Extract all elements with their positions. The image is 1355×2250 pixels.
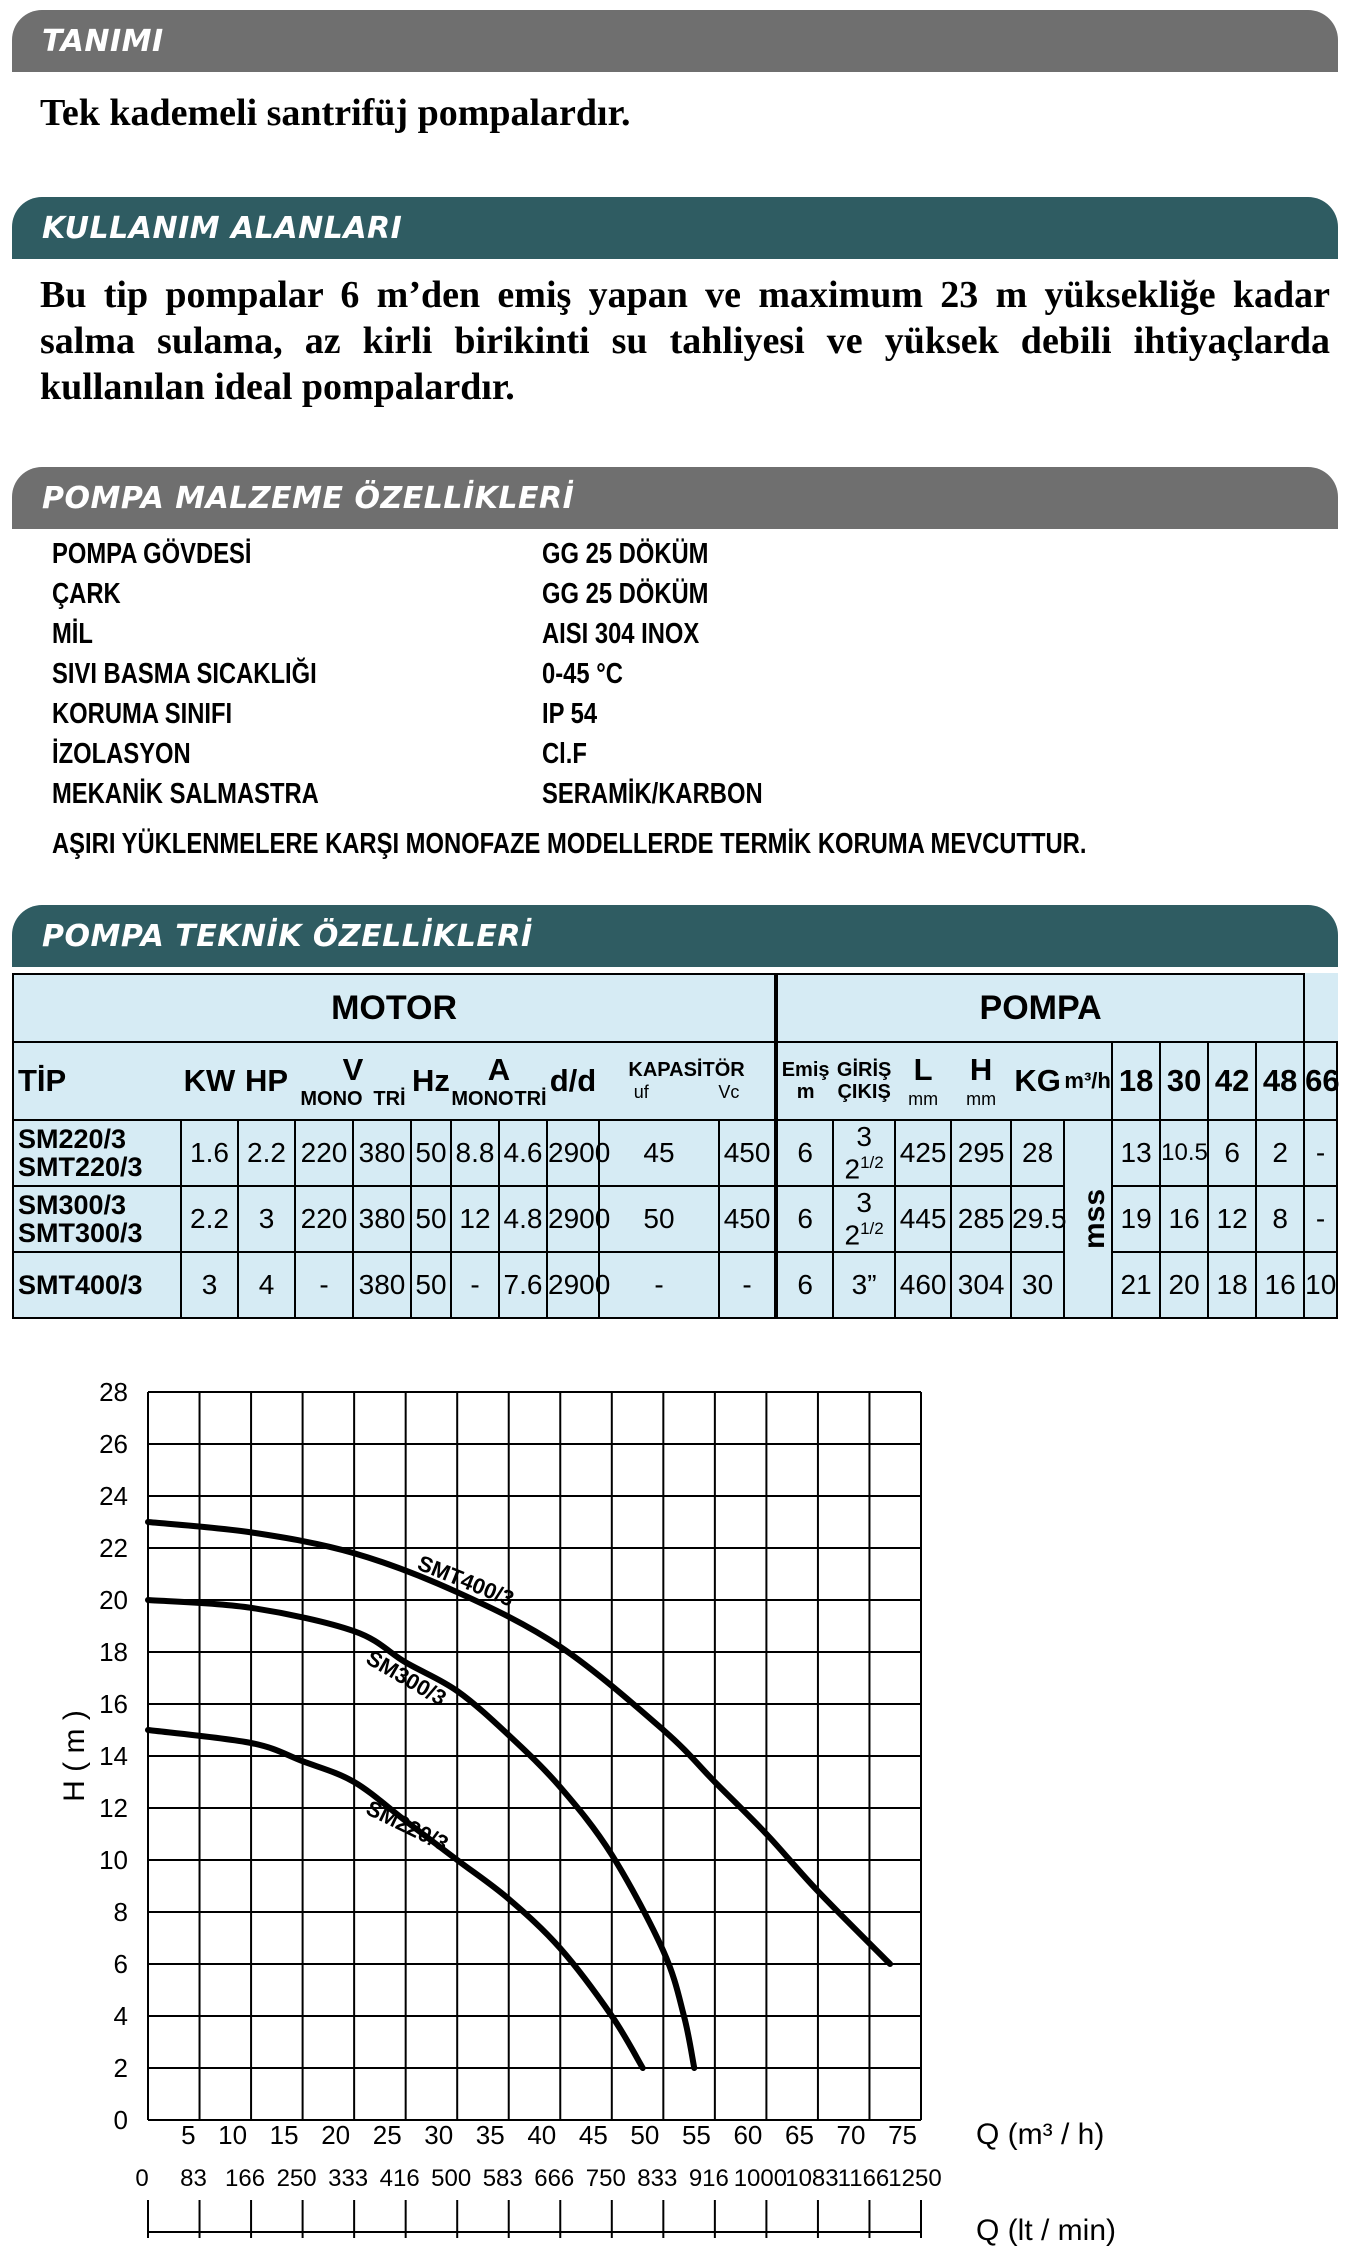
h-cell: 304	[951, 1252, 1011, 1318]
x-tick-label-m3h: 55	[681, 2120, 711, 2150]
group-motor: MOTOR	[13, 974, 776, 1042]
vtri-cell: 380	[353, 1252, 411, 1318]
col-kg: KG	[1011, 1042, 1064, 1120]
head-cell: 13	[1112, 1120, 1160, 1186]
y-tick-label: 2	[113, 2053, 128, 2083]
mono-label: MONO	[451, 1088, 514, 1110]
flow-col: 66	[1304, 1042, 1337, 1120]
section-header-kullanim	[12, 197, 1338, 259]
kw-cell: 1.6	[181, 1120, 238, 1186]
x-tick-label-lt: 1166	[837, 2165, 890, 2192]
section-title: TANIMI	[42, 24, 164, 59]
y-tick-label: 14	[99, 1741, 128, 1771]
kw-cell: 3	[181, 1252, 238, 1318]
flow-col: 42	[1208, 1042, 1256, 1120]
x-tick-label-lt: 750	[585, 2165, 626, 2192]
head-cell: 10	[1304, 1252, 1337, 1318]
head-cell: 16	[1256, 1252, 1304, 1318]
cikis-value: 2	[844, 1219, 861, 1251]
h-cell: 295	[951, 1120, 1011, 1186]
group-pompa: POMPA	[776, 974, 1304, 1042]
model-name: SMT300/3	[18, 1218, 143, 1248]
amono-cell: 12	[451, 1186, 499, 1252]
table-row	[13, 1252, 1337, 1318]
x-tick-label-m3h: 15	[269, 2120, 299, 2150]
x-tick-label-lt: 333	[328, 2165, 369, 2192]
cikis-label: ÇIKIŞ	[837, 1081, 891, 1103]
emis-cell: 6	[776, 1120, 833, 1186]
flow-col: 18	[1112, 1042, 1160, 1120]
flow-col: 48	[1256, 1042, 1304, 1120]
y-tick-label: 4	[113, 2001, 128, 2031]
x-tick-label-m3h: 10	[218, 2120, 248, 2150]
material-value: 0-45 °C	[542, 658, 623, 690]
performance-chart	[0, 1350, 1355, 2250]
giris-cikis-cell	[833, 1120, 895, 1186]
x-tick-label-m3h: 40	[527, 2120, 557, 2150]
vc-cell: 450	[719, 1120, 776, 1186]
material-value: GG 25 DÖKÜM	[542, 578, 709, 610]
y-tick-label: 26	[99, 1429, 128, 1459]
col-l	[895, 1042, 951, 1120]
cikis-fraction: 1/2	[860, 1218, 884, 1238]
x-tick-label-m3h: 60	[733, 2120, 763, 2150]
v-label: V	[342, 1052, 364, 1087]
material-value: SERAMİK/KARBON	[542, 778, 763, 810]
section-title: KULLANIM ALANLARI	[42, 211, 403, 246]
y-tick-label: 22	[99, 1533, 128, 1563]
tri-label: TRİ	[373, 1088, 406, 1110]
x-tick-label-lt: 1250	[888, 2165, 942, 2192]
uf-label: uf	[633, 1082, 649, 1102]
head-cell: 8	[1256, 1186, 1304, 1252]
h-label: H	[969, 1052, 993, 1087]
tanimi-text: Tek kademeli santrifüj pompalardır.	[40, 92, 631, 134]
col-emis	[776, 1042, 833, 1120]
hp-cell: 3	[238, 1186, 295, 1252]
model-name: SM220/3	[18, 1124, 127, 1154]
y-tick-label: 8	[113, 1897, 128, 1927]
hz-cell: 50	[411, 1252, 451, 1318]
x-tick-label-m3h: 35	[475, 2120, 505, 2150]
x-tick-label-m3h: 25	[372, 2120, 402, 2150]
series-label: SM220/3	[362, 1795, 453, 1857]
uf-cell: 50	[599, 1186, 719, 1252]
material-value: GG 25 DÖKÜM	[542, 538, 709, 570]
vmono-cell: -	[295, 1252, 353, 1318]
uf-cell: -	[599, 1252, 719, 1318]
x-tick-label-lt: 500	[431, 2165, 472, 2192]
col-giris	[833, 1042, 895, 1120]
material-label: POMPA GÖVDESİ	[52, 538, 252, 570]
kullanim-line: Bu tip pompalar 6 m’den emiş yapan ve maximum 23 m yüksekliğe kadar	[40, 274, 1330, 316]
x-tick-label-m3h: 50	[630, 2120, 660, 2150]
series-line	[148, 1730, 643, 2068]
x-tick-label-lt: 166	[225, 2165, 266, 2192]
h-cell: 285	[951, 1186, 1011, 1252]
uf-cell: 45	[599, 1120, 719, 1186]
kg-cell: 29.5	[1011, 1186, 1064, 1252]
emis-cell: 6	[776, 1252, 833, 1318]
giris-value: 3	[856, 1120, 872, 1152]
x-tick-label-lt: 916	[688, 2165, 729, 2192]
x-tick-label-m3h: 70	[836, 2120, 866, 2150]
x-tick-label-m3h: 5	[181, 2120, 196, 2150]
material-value: IP 54	[542, 698, 598, 730]
head-cell: 12	[1208, 1186, 1256, 1252]
y-tick-label: 16	[99, 1689, 128, 1719]
vc-cell: -	[719, 1252, 776, 1318]
col-dd: d/d	[547, 1042, 599, 1120]
vtri-cell: 380	[353, 1186, 411, 1252]
x-tick-label-lt: 666	[534, 2165, 575, 2192]
tri-label: TRİ	[514, 1088, 547, 1110]
flow-col: 30	[1160, 1042, 1208, 1120]
vc-label: Vc	[718, 1082, 740, 1102]
a-label: A	[487, 1052, 511, 1087]
giris-cikis-cell	[833, 1186, 895, 1252]
kw-cell: 2.2	[181, 1186, 238, 1252]
x-tick-label-lt: 83	[180, 2165, 207, 2192]
x-tick-label-lt: 0	[135, 2165, 149, 2192]
x-tick-label-lt: 250	[276, 2165, 317, 2192]
l-unit: mm	[908, 1089, 939, 1109]
y-tick-label: 28	[99, 1377, 128, 1407]
material-label: KORUMA SINIFI	[52, 698, 233, 730]
kullanim-line: salma sulama, az kirli birikinti su tahliyesi ve yüksek debili ihtiyaçlarda	[40, 320, 1330, 362]
kg-cell: 30	[1011, 1252, 1064, 1318]
giris-label: GİRİŞ	[836, 1059, 892, 1081]
y-tick-label: 12	[99, 1793, 128, 1823]
section-header-malzeme	[12, 467, 1338, 529]
material-label: SIVI BASMA SICAKLIĞI	[52, 658, 317, 690]
model-name: SM300/3	[18, 1190, 127, 1220]
col-tip: TİP	[13, 1042, 181, 1120]
atri-cell: 7.6	[499, 1252, 547, 1318]
table-row	[13, 1186, 1337, 1252]
series-label: SMT400/3	[414, 1550, 518, 1612]
vc-cell: 450	[719, 1186, 776, 1252]
material-value: Cl.F	[542, 738, 587, 770]
col-m3h: m³/h	[1064, 1042, 1112, 1120]
y-tick-label: 0	[113, 2105, 128, 2135]
dd-cell: 2900	[547, 1252, 599, 1318]
x-tick-label-lt: 416	[379, 2165, 420, 2192]
x-tick-label-m3h: 30	[424, 2120, 454, 2150]
hz-cell: 50	[411, 1120, 451, 1186]
material-label: İZOLASYON	[52, 738, 191, 770]
cikis-fraction: 1/2	[860, 1152, 884, 1172]
dd-cell: 2900	[547, 1186, 599, 1252]
material-label: MİL	[52, 618, 93, 650]
atri-cell: 4.6	[499, 1120, 547, 1186]
x-tick-label-lt: 583	[482, 2165, 523, 2192]
table-row	[13, 1120, 1337, 1186]
head-cell: -	[1304, 1186, 1337, 1252]
col-hp: HP	[238, 1042, 295, 1120]
col-h	[951, 1042, 1011, 1120]
head-cell: 2	[1256, 1120, 1304, 1186]
head-cell: 19	[1112, 1186, 1160, 1252]
hz-cell: 50	[411, 1186, 451, 1252]
model-cell	[13, 1252, 181, 1318]
section-header-tanimi	[12, 10, 1338, 72]
col-hz: Hz	[411, 1042, 451, 1120]
head-cell: 10.5	[1160, 1120, 1208, 1186]
cikis-value: 2	[844, 1153, 861, 1185]
dd-cell: 2900	[547, 1120, 599, 1186]
y-tick-label: 6	[113, 1949, 128, 1979]
giris-cikis-cell: 3”	[833, 1252, 895, 1318]
section-header-teknik	[12, 905, 1338, 967]
amono-cell: 8.8	[451, 1120, 499, 1186]
l-label: L	[913, 1052, 933, 1087]
model-name: SMT220/3	[18, 1152, 143, 1182]
col-kapasitor	[599, 1042, 776, 1120]
technical-table	[12, 973, 1338, 1319]
l-cell: 445	[895, 1186, 951, 1252]
emis-cell: 6	[776, 1186, 833, 1252]
material-label: ÇARK	[52, 578, 121, 610]
emis-unit: m	[796, 1081, 815, 1103]
x-axis-label-lt: Q (lt / min)	[976, 2214, 1116, 2247]
model-cell	[13, 1120, 181, 1186]
y-tick-label: 10	[99, 1845, 128, 1875]
head-cell: 21	[1112, 1252, 1160, 1318]
giris-value: 3	[856, 1186, 872, 1218]
head-cell: 16	[1160, 1186, 1208, 1252]
kg-cell: 28	[1011, 1120, 1064, 1186]
head-cell: -	[1304, 1120, 1337, 1186]
mss-label: mss	[1078, 1188, 1112, 1250]
y-tick-label: 18	[99, 1637, 128, 1667]
vmono-cell: 220	[295, 1186, 353, 1252]
material-value: AISI 304 INOX	[542, 618, 700, 650]
x-axis-label-m3h: Q (m³ / h)	[976, 2118, 1105, 2151]
head-cell: 6	[1208, 1120, 1256, 1186]
model-name: SMT400/3	[18, 1270, 143, 1300]
vmono-cell: 220	[295, 1120, 353, 1186]
x-tick-label-m3h: 45	[578, 2120, 608, 2150]
protection-note: AŞIRI YÜKLENMELERE KARŞI MONOFAZE MODELLERDE TERMİK KORUMA MEVCUTTUR.	[52, 828, 1087, 860]
col-v	[295, 1042, 411, 1120]
mss-cell	[1064, 1120, 1112, 1318]
y-axis-label: H ( m )	[58, 1710, 91, 1802]
emis-label: Emiş	[781, 1059, 830, 1081]
vtri-cell: 380	[353, 1120, 411, 1186]
col-a	[451, 1042, 547, 1120]
y-tick-label: 24	[99, 1481, 128, 1511]
x-tick-label-lt: 833	[637, 2165, 678, 2192]
l-cell: 425	[895, 1120, 951, 1186]
x-tick-label-lt: 1083	[785, 2165, 839, 2192]
hp-cell: 2.2	[238, 1120, 295, 1186]
x-tick-label-m3h: 75	[888, 2120, 917, 2150]
head-cell: 20	[1160, 1252, 1208, 1318]
atri-cell: 4.8	[499, 1186, 547, 1252]
x-tick-label-m3h: 20	[321, 2120, 351, 2150]
mono-label: MONO	[300, 1088, 363, 1110]
kullanim-line: kullanılan ideal pompalardır.	[40, 366, 515, 408]
h-unit: mm	[966, 1089, 997, 1109]
l-cell: 460	[895, 1252, 951, 1318]
hp-cell: 4	[238, 1252, 295, 1318]
x-tick-label-m3h: 65	[785, 2120, 814, 2150]
series-label: SM300/3	[361, 1645, 451, 1711]
x-tick-label-lt: 1000	[733, 2165, 788, 2192]
section-title: POMPA TEKNİK ÖZELLİKLERİ	[42, 919, 533, 954]
kapasitor-label: KAPASİTÖR	[628, 1059, 745, 1081]
y-tick-label: 20	[99, 1585, 128, 1615]
model-cell	[13, 1186, 181, 1252]
section-title: POMPA MALZEME ÖZELLİKLERİ	[42, 481, 575, 516]
head-cell: 18	[1208, 1252, 1256, 1318]
material-label: MEKANİK SALMASTRA	[52, 778, 319, 810]
col-kw: KW	[181, 1042, 238, 1120]
amono-cell: -	[451, 1252, 499, 1318]
